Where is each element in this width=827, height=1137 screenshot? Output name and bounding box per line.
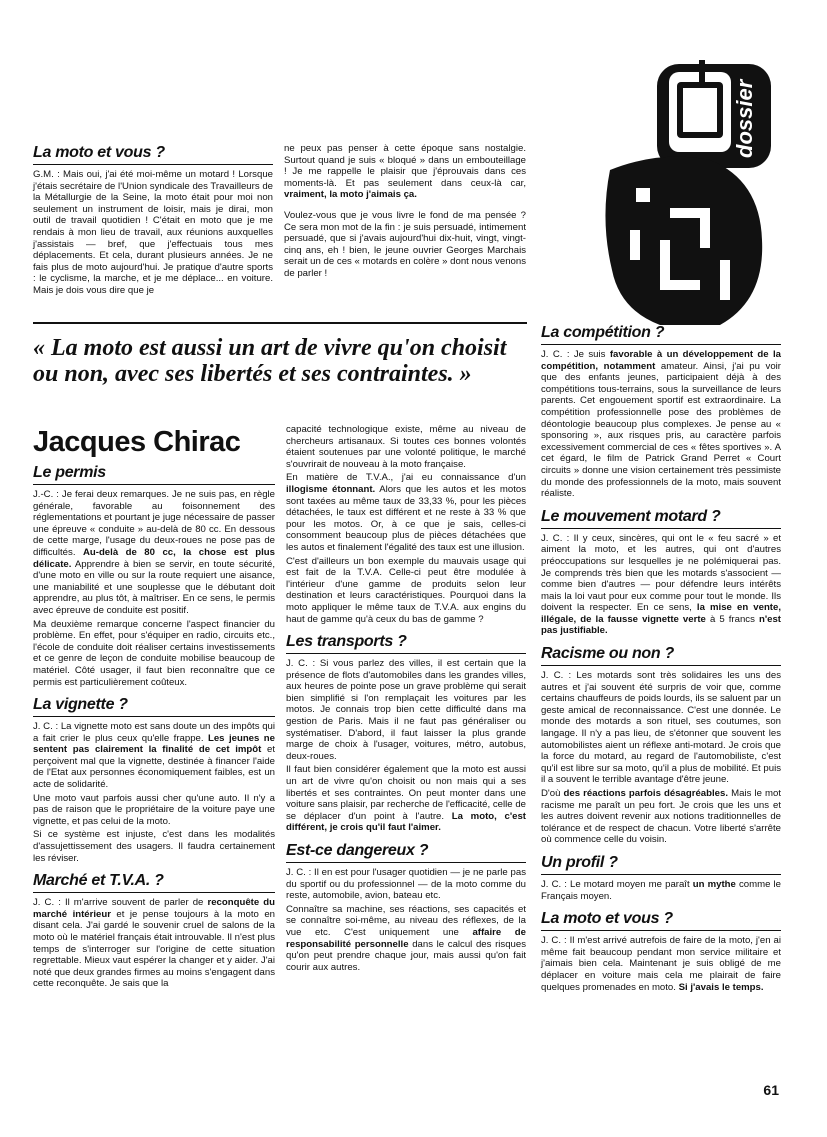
section-heading: La compétition ? <box>541 324 781 345</box>
section-heading: La vignette ? <box>33 696 275 717</box>
paragraph: G.M. : Mais oui, j'ai été moi-même un motard ! Lorsque j'étais secrétaire de l'Union syndicale des Travailleurs de la Métallurgie de la Seine, la moto était pour moi non seulement un instrument de loisir, mais je dirai, mon outil de travail quotidien ! C'était en moto que je me rendais à mon lieu de travail, aux réunions auxquelles j'assistais — bref, que j'effectuais tous mes déplacements. Et cela, durant plusieurs années. Je ne fais plus de moto aujourd'hui. Je pratique d'autre sports : le cyclisme, la marche, et je me déplace... en voiture. Mais je dois vous dire que je <box>33 169 273 296</box>
paragraph: ne peux pas penser à cette époque sans nostalgie. Surtout quand je suis « bloqué » dans un embouteillage ! Je me rappelle le plaisir que j'éprouvais dans ces moments-là. Et pas seulement dans ceux-là car, vraiment, la moto j'aimais ça. <box>284 143 526 201</box>
paragraph: Il faut bien considérer également que la moto est aussi un art de vivre qu'on choisit ou non mais qui a ses libertés et ses contraintes. On peut monter dans une voiture sans plaisir, par recherche de l'efficacité, celle de se déplacer d'un point à l'autre. La moto, c'est différent, je crois qu'il faut l'aimer. <box>286 764 527 834</box>
paragraph: D'où des réactions parfois désagréables. Mais le mot racisme me paraît un peu fort. Je crois que les uns et les autres doivent revenir aux notions traditionnelles de tolérance et de respect de chacun. Votre liberté s'arrête où commence celle du voisin. <box>541 788 782 846</box>
intro-column-left <box>33 140 273 299</box>
column-1 <box>33 460 275 992</box>
column-3 <box>541 320 781 995</box>
paragraph: J. C. : Si vous parlez des villes, il est certain que la présence de flots d'automobiles dans les grandes villes, aux heures de pointe pose un grave problème qui serait bien simplifié si l'on remplaçait les voitures par les motos. Je connais trop bien cette difficulté dans ma gestion de Paris. Mais il ne faut pas généraliser ou systématiser. D'abord, il faut laisser la plus grande marge de choix à l'usager, voitures, métro, autobus, deux-roues. <box>286 658 526 762</box>
intro-column-right <box>284 143 526 282</box>
section-heading: Racisme ou non ? <box>541 645 781 666</box>
section-heading: La moto et vous ? <box>541 910 781 931</box>
paragraph: J. C. : Il en est pour l'usager quotidien — je ne parle pas du sportif ou du professionnel — de la moto comme du reste, automobile, avion, bateau etc. <box>286 867 526 902</box>
paragraph: J. C. : La vignette moto est sans doute un des impôts qui a fait crier le plus ceux qu'elle frappe. Les jeunes ne sentent pas clairement la finalité de cet impôt et perçoivent mal que la vignette, destinée à financer l'aide de l'Etat aux personnes économiquement faibles, est un acte de solidarité. <box>33 721 275 791</box>
paragraph: J.-C. : Je ferai deux remarques. Je ne suis pas, en règle générale, favorable au foisonnement des réglementations et pourtant je juge nécessaire de passer une épreuve « conduite » au-delà de 80 cc. En dessous de cette marge, l'usage du deux-roues ne pose pas de difficultés. Au-delà de 80 cc, la chose est plus délicate. Apprendre à bien se servir, en toute sécurité, d'une moto en ville ou sur la route requiert une aisance, une maniabilité et une souplesse que le débutant doit apprendre, au plus tôt, à maîtriser. En ce sens, le permis avec épreuve de conduite est positif. <box>33 489 276 616</box>
paragraph: J. C. : Il y ceux, sincères, qui ont le « feu sacré » et aiment la moto, et les autres, qui ont d'autres préoccupations sur lesquelles je ne polémiquerai pas. Je comprends très bien que les motards s'associent — comme bien d'autres — pour défendre leurs intérêts mais la loi vaut pour eux comme pour tout le monde. Ils doivent la respecter. En ce sens, la mise en vente, illégale, de la fausse vignette verte à 5 francs n'est pas justifiable. <box>541 532 782 637</box>
paragraph: C'est d'ailleurs un bon exemple du mauvais usage qui est fait de la T.V.A. Celle-ci peut être modulée à l'intérieur d'une gamme de produits selon leur destination et leurs caractéristiques. Pourquoi dans la moto appliquer le même taux de T.V.A. aux engins du haut de gamme qu'à ceux du bas de gamme ? <box>286 555 526 625</box>
column-2 <box>286 424 526 975</box>
interviewee-name: Jacques Chirac <box>33 426 241 458</box>
paragraph: Si ce système est injuste, c'est dans les modalités d'assujettissement des usagers. Il faudra certainement les réviser. <box>33 829 275 864</box>
section-heading: Marché et T.V.A. ? <box>33 872 275 893</box>
section-heading: Est-ce dangereux ? <box>286 842 526 863</box>
paragraph: J. C. : Il m'est arrivé autrefois de faire de la moto, j'en ai même fait beaucoup pendant mon service militaire et j'aimais bien cela. Maintenant je suis obligé de me déplacer en voiture mais cela me plairait de faire quelques promenades en moto. Si j'avais le temps. <box>541 935 781 993</box>
paragraph: Connaître sa machine, ses réactions, ses capacités et se connaître soi-même, au niveau des réflexes, de la vue etc. C'est uniquement une affaire de responsabilité personnelle dans le calcul des risques qu'on peut prendre chaque jour, mais aussi qu'on fait courir aux autres. <box>286 903 526 973</box>
paragraph: J. C. : Les motards sont très solidaires les uns des autres et j'ai souvent été surpris de voir que, comme certains chauffeurs de poids lourds, ils se saluent par un geste amical de reconnaissance. C'est une donnée. Le monde des motards a son rituel, ses coutumes, son langage. Il n'y a pas lieu, de s'étonner que souvent les automobilistes aient un réflexe anti-motard. Je crois que la force du motard, au regard de l'automobiliste, c'est qu'il est libre sur sa moto, qu'il a plus de mobilité. Et puis il a souvent le terrible avantage d'être jeune. <box>541 670 781 786</box>
abstract-bird-icon <box>600 150 770 330</box>
page-number: 61 <box>763 1082 779 1098</box>
logo-text: dossier <box>732 79 757 158</box>
paragraph: Ma deuxième remarque concerne l'aspect financier du problème. En effet, pour s'équiper en radio, circuits etc., l'école de conduite doit réaliser certains investissements et ce genre de leçon de conduite mobilise beaucoup de matériel. Côté usager, il faut bien reconnaître que ce permis est particulièrement coûteux. <box>33 618 275 688</box>
paragraph: capacité technologique existe, même au niveau de chercheurs artisanaux. Si toutes ces bonnes volontés étaient soutenues par une volonté politique, le marché s'ouvrirait de nouveau à la moto française. <box>286 424 526 470</box>
section-heading: Les transports ? <box>286 633 526 654</box>
paragraph: J. C. : Il m'arrive souvent de parler de reconquête du marché intérieur et je pense toujours à la moto en disant cela. J'ai gardé le souvenir cruel de salons de la moto où le matériel français était introuvable. Il n'est plus temps de s'interroger sur l'origine de cette situation regrettable. Mieux vaut espérer la changer et y aider. J'ai noté que deux grandes firmes au moins s'engagent dans cette reconquête. Je sais que la <box>33 897 275 990</box>
decorative-figure <box>600 150 770 330</box>
section-heading: Le mouvement motard ? <box>541 508 781 529</box>
section-heading: Un profil ? <box>541 854 781 875</box>
paragraph: J. C. : Le motard moyen me paraît un mythe comme le Français moyen. <box>541 878 781 902</box>
paragraph: J. C. : Je suis favorable à un développement de la compétition, notamment amateur. Ainsi, j'ai pu voir que des enfants jeunes, participaient déjà à des compétitions tous-terrains, sous la surveillance de leurs parents. Cet engouement sportif est extraordinaire. La compétition professionnelle pose des problèmes de déontologie beaucoup plus complexes. Je pense au « sponsoring », aux risques pris, au caractère parfois excessivement commercial de ces « fêtes sportives ». A cet égard, le film de Patrick Grand Perret « Court circuits » donne une vision certainement très pessimiste du monde des professionnels de la moto, mais souvent réaliste. <box>541 349 782 500</box>
paragraph: En matière de T.V.A., j'ai eu connaissance d'un illogisme étonnant. Alors que les autos et les motos sont taxées au même taux de 33,33 %, pour les pièces détachées, le taux est différent et ne reste à 33 % que pour les motos. Or, à ce que je sais, celles-ci consomment beaucoup plus de pièces détachées que les autos et finalement l'égalité des taux est une illusion. <box>286 472 527 553</box>
divider <box>33 322 527 324</box>
section-heading: La moto et vous ? <box>33 144 273 165</box>
section-heading: Le permis <box>33 464 275 485</box>
paragraph: Voulez-vous que je vous livre le fond de ma pensée ? Ce sera mon mot de la fin : je suis persuadé, intimement persuadé, que si j'avais aujourd'hui dix-huit, vingt, vingt-cinq ans, eh ! bien, le jeune ouvrier Georges Marchais serait un de ces « motards en colère » dont nous venons de parler ! <box>284 209 526 279</box>
pull-quote: « La moto est aussi un art de vivre qu'on choisit ou non, avec ses libertés et ses contraintes. » <box>33 335 507 387</box>
paragraph: Une moto vaut parfois aussi cher qu'une auto. Il n'y a pas de raison que le propriétaire de la voiture paye une vignette, et pas celui de la moto. <box>33 792 275 827</box>
